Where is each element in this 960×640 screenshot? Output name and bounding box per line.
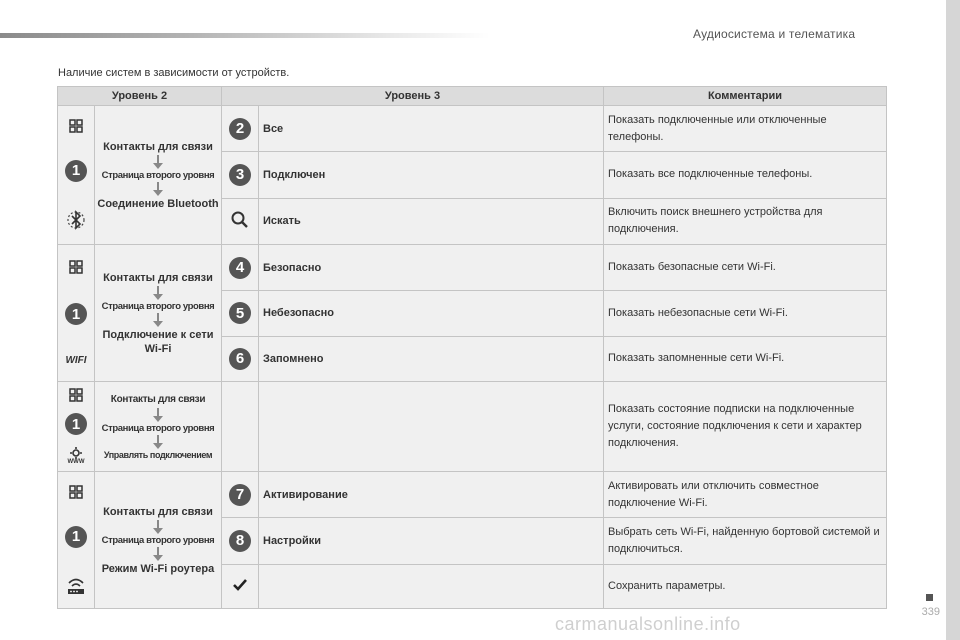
level2-mid-label: Страница второго уровня	[101, 169, 215, 181]
badge-cell	[222, 564, 259, 608]
level2-bottom-label: Соединение Bluetooth	[97, 197, 219, 210]
step-badge-1: 1	[65, 526, 87, 548]
level2-chain-wifi	[95, 245, 222, 382]
level2-mid-label: Страница второго уровня	[101, 300, 215, 312]
section-title: Аудиосистема и телематика	[693, 27, 856, 41]
level3-label: Запомнено	[259, 336, 604, 381]
comment-cell: Показать небезопасные сети Wi-Fi.	[604, 291, 887, 336]
level2-top-label: Контакты для связи	[110, 394, 206, 405]
grid-menu-icon	[69, 485, 83, 499]
comment-cell: Показать все подключенные телефоны.	[604, 152, 887, 198]
down-arrow-icon	[153, 155, 163, 169]
comment-cell: Показать подключенные или отключенные телефоны.	[604, 106, 887, 152]
down-arrow-icon	[153, 182, 163, 196]
bluetooth-icon	[65, 209, 87, 231]
table-row	[58, 472, 887, 518]
header-comments: Комментарии	[604, 87, 887, 106]
down-arrow-icon	[153, 547, 163, 561]
grid-menu-icon	[69, 260, 83, 274]
badge-cell	[222, 291, 259, 336]
level2-mid-label: Страница второго уровня	[101, 534, 215, 546]
level3-label: Активирование	[259, 472, 604, 518]
grid-menu-icon	[69, 119, 83, 133]
page-marker	[926, 594, 933, 601]
header-level3: Уровень 3	[222, 87, 604, 106]
badge-cell	[222, 152, 259, 198]
comment-cell: Активировать или отключить совместное подключение Wi-Fi.	[604, 472, 887, 518]
settings-www-icon	[68, 447, 85, 465]
down-arrow-icon	[153, 520, 163, 534]
comment-cell: Показать запомненные сети Wi-Fi.	[604, 336, 887, 381]
table-header-row	[58, 87, 887, 106]
search-icon	[230, 210, 250, 230]
level3-label	[259, 382, 604, 472]
level2-bottom-label: Режим Wi-Fi роутера	[101, 562, 215, 575]
grid-menu-icon	[69, 388, 83, 402]
step-badge-3: 3	[229, 164, 251, 186]
header-level2: Уровень 2	[58, 87, 222, 106]
step-badge-1: 1	[65, 160, 87, 182]
page-number: 339	[921, 606, 940, 618]
step-badge-7: 7	[229, 484, 251, 506]
level2-bottom-label: Подключение к сети Wi-Fi	[102, 328, 214, 355]
level3-label	[259, 564, 604, 608]
badge-cell	[222, 245, 259, 291]
comment-cell: Включить поиск внешнего устройства для подключения.	[604, 198, 887, 244]
level2-bottom-label: Управлять подключением	[103, 450, 213, 460]
step-badge-2: 2	[229, 118, 251, 140]
level2-top-label: Контакты для связи	[103, 271, 213, 284]
level3-label: Все	[259, 106, 604, 152]
step-badge-4: 4	[229, 257, 251, 279]
step-badge-8: 8	[229, 530, 251, 552]
level2-chain-router	[95, 472, 222, 609]
intro-text: Наличие систем в зависимости от устройств.	[58, 67, 290, 79]
badge-cell	[222, 472, 259, 518]
table-row	[58, 106, 887, 152]
badge-cell	[222, 382, 259, 472]
level2-mid-label: Страница второго уровня	[101, 423, 215, 434]
group-icons-wifi	[58, 245, 95, 382]
comment-cell: Показать безопасные сети Wi-Fi.	[604, 245, 887, 291]
down-arrow-icon	[153, 313, 163, 327]
level3-label: Настройки	[259, 518, 604, 564]
step-badge-1: 1	[65, 413, 87, 435]
step-badge-1: 1	[65, 303, 87, 325]
www-label: WWW	[67, 458, 85, 465]
group-icons-router	[58, 472, 95, 609]
level2-chain-connection	[95, 382, 222, 472]
router-icon	[65, 575, 87, 595]
level2-top-label: Контакты для связи	[103, 140, 213, 153]
levels-table	[57, 86, 887, 609]
badge-cell	[222, 106, 259, 152]
level3-label: Безопасно	[259, 245, 604, 291]
level3-label: Подключен	[259, 152, 604, 198]
badge-cell	[222, 336, 259, 381]
level3-label: Небезопасно	[259, 291, 604, 336]
page-edge-strip	[946, 0, 960, 640]
badge-cell	[222, 198, 259, 244]
group-icons-connection	[58, 382, 95, 472]
comment-cell: Показать состояние подписки на подключенные услуги, состояние подключения к сети и характер подключения.	[604, 382, 887, 472]
wifi-icon: WIFI	[65, 355, 87, 367]
badge-cell	[222, 518, 259, 564]
group-icons-bluetooth	[58, 106, 95, 245]
step-badge-6: 6	[229, 348, 251, 370]
comment-cell: Выбрать сеть Wi-Fi, найденную бортовой системой и подключиться.	[604, 518, 887, 564]
level2-chain-bluetooth	[95, 106, 222, 245]
table-row	[58, 245, 887, 291]
level3-label: Искать	[259, 198, 604, 244]
watermark: carmanualsonline.info	[555, 614, 741, 634]
down-arrow-icon	[153, 408, 163, 422]
down-arrow-icon	[153, 286, 163, 300]
check-icon	[233, 579, 247, 591]
level2-top-label: Контакты для связи	[103, 505, 213, 518]
table-row	[58, 382, 887, 472]
comment-cell: Сохранить параметры.	[604, 564, 887, 608]
down-arrow-icon	[153, 435, 163, 449]
step-badge-5: 5	[229, 302, 251, 324]
header-gradient-bar	[0, 33, 490, 38]
